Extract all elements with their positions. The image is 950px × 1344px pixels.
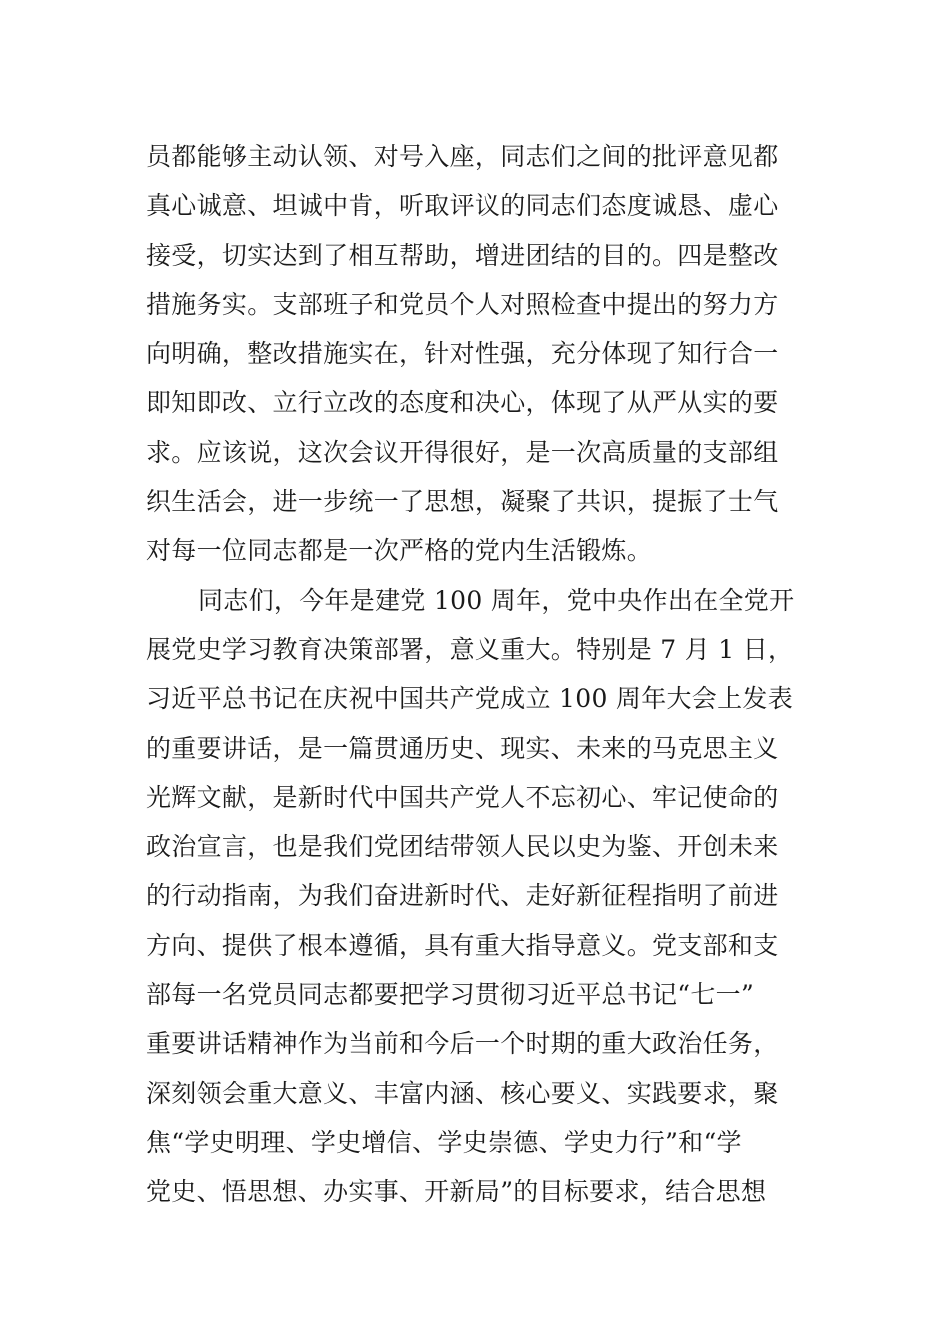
text-line: 光辉文献，是新时代中国共产党人不忘初心、牢记使命的 xyxy=(146,782,779,812)
text-line: 的重要讲话，是一篇贯通历史、现实、未来的马克思主义 xyxy=(146,733,779,763)
text-line: 即知即改、立行立改的态度和决心，体现了从严从实的要 xyxy=(146,388,779,418)
text-line: 真心诚意、坦诚中肯，听取评议的同志们态度诚恳、虚心 xyxy=(146,191,779,221)
text-line: 员都能够主动认领、对号入座，同志们之间的批评意见都 xyxy=(146,142,779,171)
text-line: 习近平总书记在庆祝中国共产党成立 100 周年大会上发表 xyxy=(146,684,794,714)
text-line: 方向、提供了根本遵循，具有重大指导意义。党支部和支 xyxy=(146,930,779,960)
body-text xyxy=(146,132,826,1217)
text-line: 部每一名党员同志都要把学习贯彻习近平总书记“七一” xyxy=(146,980,755,1010)
text-line: 焦“学史明理、学史增信、学史崇德、学史力行”和“学 xyxy=(146,1127,742,1157)
text-line: 同志们，今年是建党 100 周年，党中央作出在全党开 xyxy=(198,585,795,615)
text-line: 织生活会，进一步统一了思想，凝聚了共识，提振了士气 xyxy=(146,487,779,517)
paragraph-2 xyxy=(146,576,826,1217)
text-line: 的行动指南，为我们奋进新时代、走好新征程指明了前进 xyxy=(146,881,779,911)
text-line: 深刻领会重大意义、丰富内涵、核心要义、实践要求，聚 xyxy=(146,1078,779,1108)
paragraph-1 xyxy=(146,132,826,576)
text-line: 党史、悟思想、办实事、开新局”的目标要求，结合思想 xyxy=(146,1177,767,1207)
text-line: 接受，切实达到了相互帮助，增进团结的目的。四是整改 xyxy=(146,240,779,270)
text-line: 对每一位同志都是一次严格的党内生活锻炼。 xyxy=(146,536,653,566)
text-line: 向明确，整改措施实在，针对性强，充分体现了知行合一 xyxy=(146,339,779,369)
text-line: 展党史学习教育决策部署，意义重大。特别是 7 月 1 日， xyxy=(146,634,794,664)
text-line: 求。应该说，这次会议开得很好，是一次高质量的支部组 xyxy=(146,437,779,467)
text-line: 措施务实。支部班子和党员个人对照检查中提出的努力方 xyxy=(146,289,779,319)
text-line: 重要讲话精神作为当前和今后一个时期的重大政治任务， xyxy=(146,1029,779,1059)
text-line: 政治宣言，也是我们党团结带领人民以史为鉴、开创未来 xyxy=(146,832,779,862)
